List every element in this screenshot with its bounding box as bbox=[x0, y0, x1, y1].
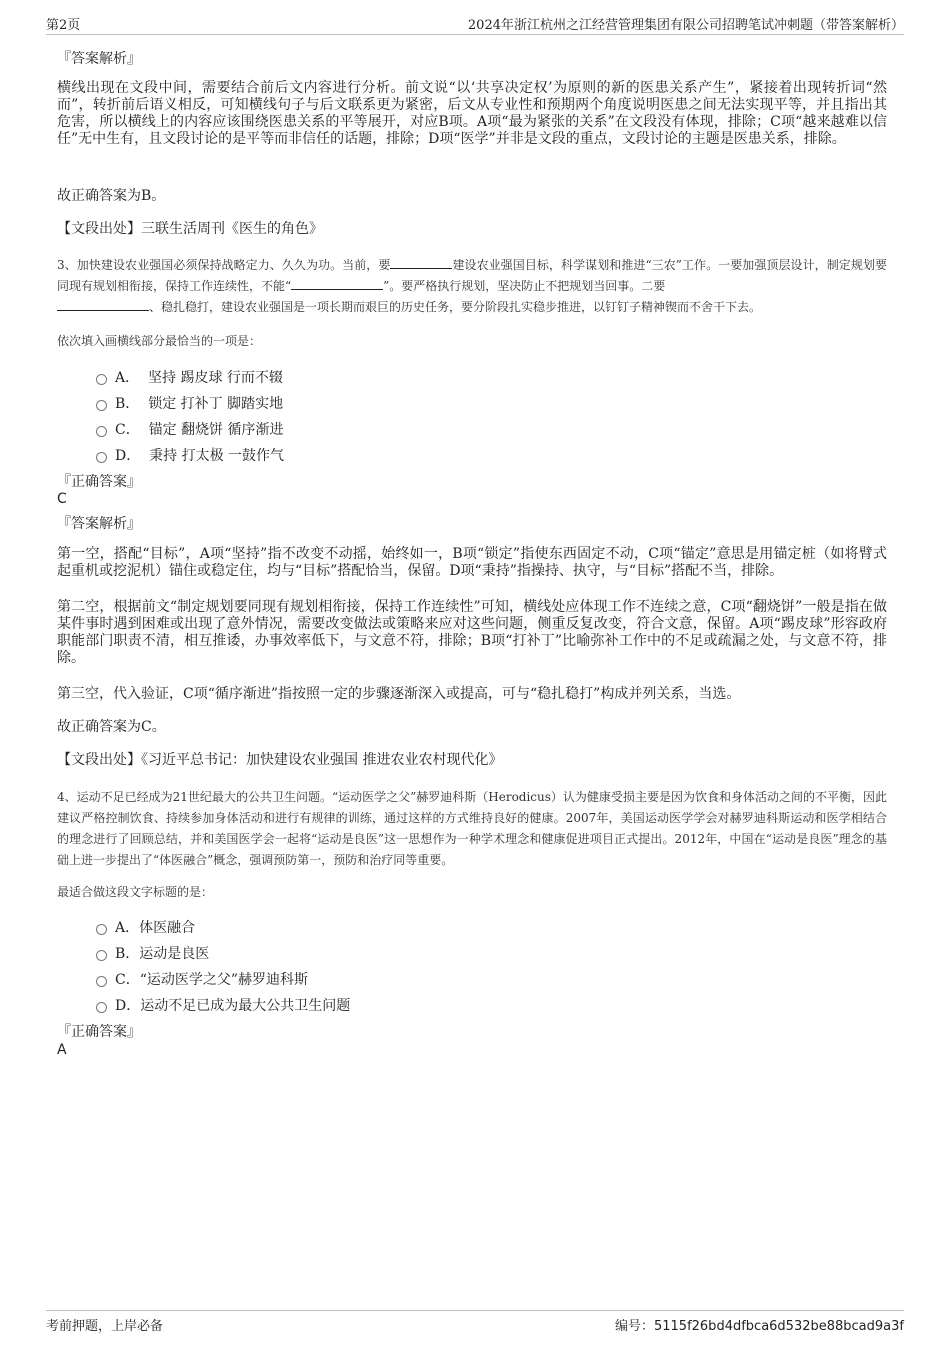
source-text: 【文段出处】《习近平总书记：加快建设农业强国 推进农业农村现代化》 bbox=[57, 752, 503, 768]
option-a[interactable]: A． 坚持 踢皮球 行而不辍 bbox=[96, 367, 283, 387]
option-d[interactable]: D．运动不足已成为最大公共卫生问题 bbox=[96, 995, 350, 1015]
analysis-label: 『答案解析』 bbox=[57, 516, 141, 532]
answer-value: A bbox=[57, 1042, 67, 1058]
answer-label: 『正确答案』 bbox=[57, 1024, 141, 1040]
blank-3 bbox=[57, 298, 149, 311]
option-a[interactable]: A．体医融合 bbox=[96, 917, 195, 937]
analysis-paragraph-2: 第二空，根据前文“制定规划要同现有规划相衔接，保持工作连续性”可知，横线处应体现工作不连续之意，C项“翻烧饼”一般是指在做某件事时遇到困难或出现了意外情况，需要改变做法或策略来应对这些问题，侧重反复改变，符合文意，保留。A项“踢皮球”形容政府职能部门职责不清，相互推诿，办事效率低下，与文意不符，排除；B项“打补丁”比喻弥补工作中的不足或疏漏之处，与文意不符，排除。 bbox=[57, 599, 887, 666]
option-b[interactable]: B． 锁定 打补丁 脚踏实地 bbox=[96, 393, 283, 413]
radio-icon[interactable] bbox=[96, 374, 107, 385]
conclusion-text: 故正确答案为C。 bbox=[57, 719, 166, 735]
question-3-prompt: 依次填入画横线部分最恰当的一项是： bbox=[57, 334, 262, 348]
radio-icon[interactable] bbox=[96, 452, 107, 463]
radio-icon[interactable] bbox=[96, 426, 107, 437]
source-text: 【文段出处】三联生活周刊《医生的角色》 bbox=[57, 221, 323, 237]
radio-icon[interactable] bbox=[96, 976, 107, 987]
option-c[interactable]: C．“运动医学之父”赫罗迪科斯 bbox=[96, 969, 308, 989]
option-c[interactable]: C． 锚定 翻烧饼 循序渐进 bbox=[96, 419, 284, 439]
option-b[interactable]: B．运动是良医 bbox=[96, 943, 209, 963]
answer-label: 『正确答案』 bbox=[57, 474, 141, 490]
conclusion-text: 故正确答案为B。 bbox=[57, 188, 166, 204]
page-number: 第2页 bbox=[46, 18, 81, 33]
option-d[interactable]: D． 秉持 打太极 一鼓作气 bbox=[96, 445, 284, 465]
radio-icon[interactable] bbox=[96, 400, 107, 411]
question-3-stem: 3、加快建设农业强国必须保持战略定力、久久为功。当前，要 建设农业强国目标，科学谋划和推进“三农”工作。一要加强顶层设计，制定规划要同现有规划相衔接，保持工作连续性，不能“ ”。要严格执行规划，坚决防止不把规划当回事。二要 、稳扎稳打，建设农业强国是一项长期而艰巨的历史任务，要分阶段扎实稳步推进，以钉钉子精神锲而不舍干下去。 bbox=[57, 258, 888, 314]
analysis-paragraph-1: 第一空，搭配“目标”，A项“坚持”指不改变不动摇，始终如一，B项“锁定”指使东西固定不动，C项“锚定”意思是用锚定桩（如将臂式起重机或挖泥机）锚住或稳定住，均与“目标”搭配恰当，保留。D项“秉持”指操持、执守，与“目标”搭配不当，排除。 bbox=[57, 546, 887, 579]
answer-value: C bbox=[57, 491, 67, 507]
question-4-stem: 4、运动不足已经成为21世纪最大的公共卫生问题。“运动医学之父”赫罗迪科斯（Herodicus）认为健康受损主要是因为饮食和身体活动之间的不平衡，因此建议严格控制饮食、持续参加身体活动和进行有规律的训练，通过这样的方式维持良好的健康。2007年，美国运动医学学会对赫罗迪科斯运动和医学相结合的理念进行了回顾总结，并和美国医学会一起将“运动是良医”这一思想作为一种学术理念和健康促进项目正式提出。2012年，中国在“运动是良医”理念的基础上进一步提出了“体医融合”概念，强调预防第一，预防和治疗同等重要。 bbox=[57, 790, 887, 867]
blank-2 bbox=[291, 277, 383, 290]
question-4-prompt: 最适合做这段文字标题的是： bbox=[57, 885, 214, 899]
page-footer bbox=[46, 1310, 904, 1336]
analysis-label: 『答案解析』 bbox=[57, 51, 141, 67]
radio-icon[interactable] bbox=[96, 950, 107, 961]
footer-slogan: 考前押题，上岸必备 bbox=[46, 1319, 164, 1334]
blank-1 bbox=[390, 256, 452, 269]
radio-icon[interactable] bbox=[96, 1002, 107, 1013]
analysis-paragraph-3: 第三空，代入验证，C项“循序渐进”指按照一定的步骤逐渐深入或提高，可与“稳扎稳打”构成并列关系，当选。 bbox=[57, 686, 741, 702]
page-header bbox=[46, 14, 904, 35]
document-title: 2024年浙江杭州之江经营管理集团有限公司招聘笔试冲刺题（带答案解析） bbox=[467, 18, 904, 33]
document-code: 编号：5115f26bd4dfbca6d532be88bcad9a3f bbox=[614, 1319, 904, 1334]
radio-icon[interactable] bbox=[96, 924, 107, 935]
analysis-paragraph: 横线出现在文段中间，需要结合前后文内容进行分析。前文说“以‘共享决定权’为原则的新的医患关系产生”，紧接着出现转折词“然而”，转折前后语义相反，可知横线句子与后文联系更为紧密，后文从专业性和预期两个角度说明医患之间无法实现平等，并且指出其危害，所以横线上的内容应该围绕医患关系的平等展开，对应B项。A项“最为紧张的关系”在文段没有体现，排除；C项“越来越难以信任”无中生有，且文段讨论的是平等而非信任的话题，排除；D项“医学”并非是文段的重点，文段讨论的主题是医患关系，排除。 bbox=[57, 80, 887, 147]
